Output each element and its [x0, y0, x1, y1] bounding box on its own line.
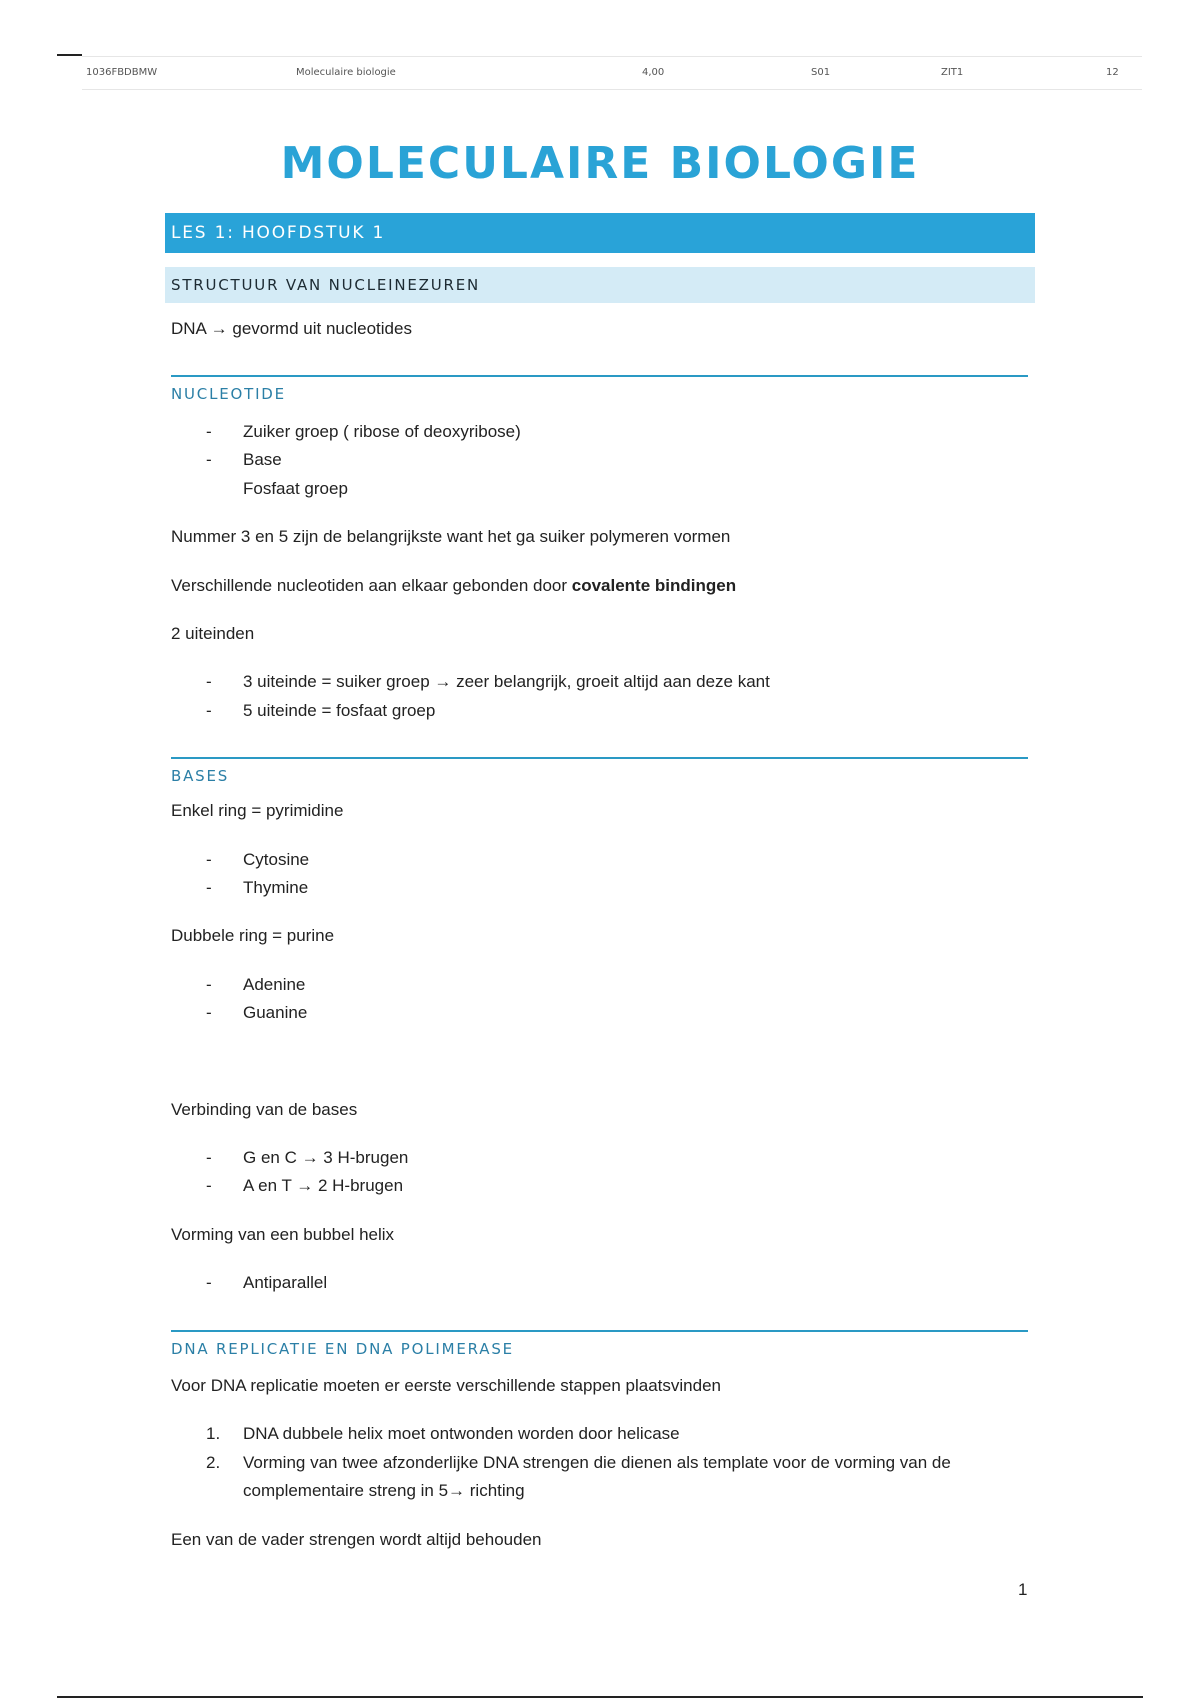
- list-item: A en T → 2 H-brugen: [243, 1176, 404, 1195]
- list-bullet: -: [206, 1273, 212, 1292]
- list-item: Base: [243, 450, 282, 469]
- list-item: Zuiker groep ( ribose of deoxyribose): [243, 422, 521, 441]
- list-item: Antiparallel: [243, 1273, 328, 1292]
- meta-credits: 4,00: [642, 67, 665, 78]
- nucleotide-heading: NUCLEOTIDE: [171, 375, 1028, 403]
- page-number: 1: [1018, 1580, 1028, 1599]
- list-bullet: -: [206, 422, 212, 441]
- chapter-heading: LES 1: HOOFDSTUK 1: [165, 213, 1035, 253]
- list-item: Fosfaat groep: [243, 479, 348, 498]
- paragraph: Enkel ring = pyrimidine: [171, 801, 344, 820]
- list-bullet: -: [206, 450, 212, 469]
- list-number: 2.: [206, 1453, 221, 1472]
- paragraph-covalent: [171, 574, 736, 598]
- list-item: DNA dubbele helix moet ontwonden worden door helicase: [243, 1424, 680, 1443]
- section-heading: STRUCTUUR VAN NUCLEINEZUREN: [165, 267, 1035, 303]
- list-bullet: -: [206, 878, 212, 897]
- top-rule: [57, 54, 82, 56]
- list-item: Guanine: [243, 1003, 308, 1022]
- list-item: G en C → 3 H-brugen: [243, 1148, 409, 1167]
- paragraph: Een van de vader strengen wordt altijd behouden: [171, 1530, 542, 1549]
- list-item: Adenine: [243, 975, 306, 994]
- list-bullet: -: [206, 1176, 212, 1195]
- list-item: 3 uiteinde = suiker groep → zeer belangrijk, groeit altijd aan deze kant: [243, 672, 770, 691]
- list-bullet: -: [206, 672, 212, 691]
- list-bullet: -: [206, 1148, 212, 1167]
- intro-text: DNA → gevormd uit nucleotides: [171, 319, 412, 338]
- list-item: Cytosine: [243, 850, 310, 869]
- paragraph: 2 uiteinden: [171, 624, 255, 643]
- paragraph-bold: covalente bindingen: [571, 576, 737, 595]
- paragraph: Nummer 3 en 5 zijn de belangrijkste want het ga suiker polymeren vormen: [171, 527, 731, 546]
- paragraph: Vorming van een bubbel helix: [171, 1225, 395, 1244]
- meta-zit: ZIT1: [941, 67, 964, 78]
- paragraph: Verbinding van de bases: [171, 1100, 358, 1119]
- list-number: 1.: [206, 1424, 221, 1443]
- list-bullet: -: [206, 850, 212, 869]
- document-title: MOLECULAIRE BIOLOGIE: [280, 138, 920, 189]
- paragraph: Voor DNA replicatie moeten er eerste verschillende stappen plaatsvinden: [171, 1376, 721, 1395]
- meta-code: 1036FBDBMW: [86, 67, 158, 78]
- list-bullet: -: [206, 1003, 212, 1022]
- meta-number: 12: [1106, 67, 1119, 78]
- meta-course: Moleculaire biologie: [296, 67, 396, 78]
- list-item: Vorming van twee afzonderlijke DNA strengen die dienen als template voor de vorming van de complementaire streng in 5→ richting: [243, 1453, 951, 1500]
- meta-semester: S01: [811, 67, 831, 78]
- list-bullet: -: [206, 975, 212, 994]
- paragraph: Dubbele ring = purine: [171, 926, 335, 945]
- list-item: 5 uiteinde = fosfaat groep: [243, 701, 436, 720]
- list-bullet: -: [206, 701, 212, 720]
- list-item: Thymine: [243, 878, 309, 897]
- replication-heading: DNA REPLICATIE EN DNA POLIMERASE: [171, 1330, 1028, 1358]
- bottom-rule: [57, 1696, 1143, 1698]
- course-meta-bar: [82, 56, 1142, 90]
- paragraph-text: Verschillende nucleotiden aan elkaar gebonden door: [171, 576, 572, 595]
- bases-heading: BASES: [171, 757, 1028, 785]
